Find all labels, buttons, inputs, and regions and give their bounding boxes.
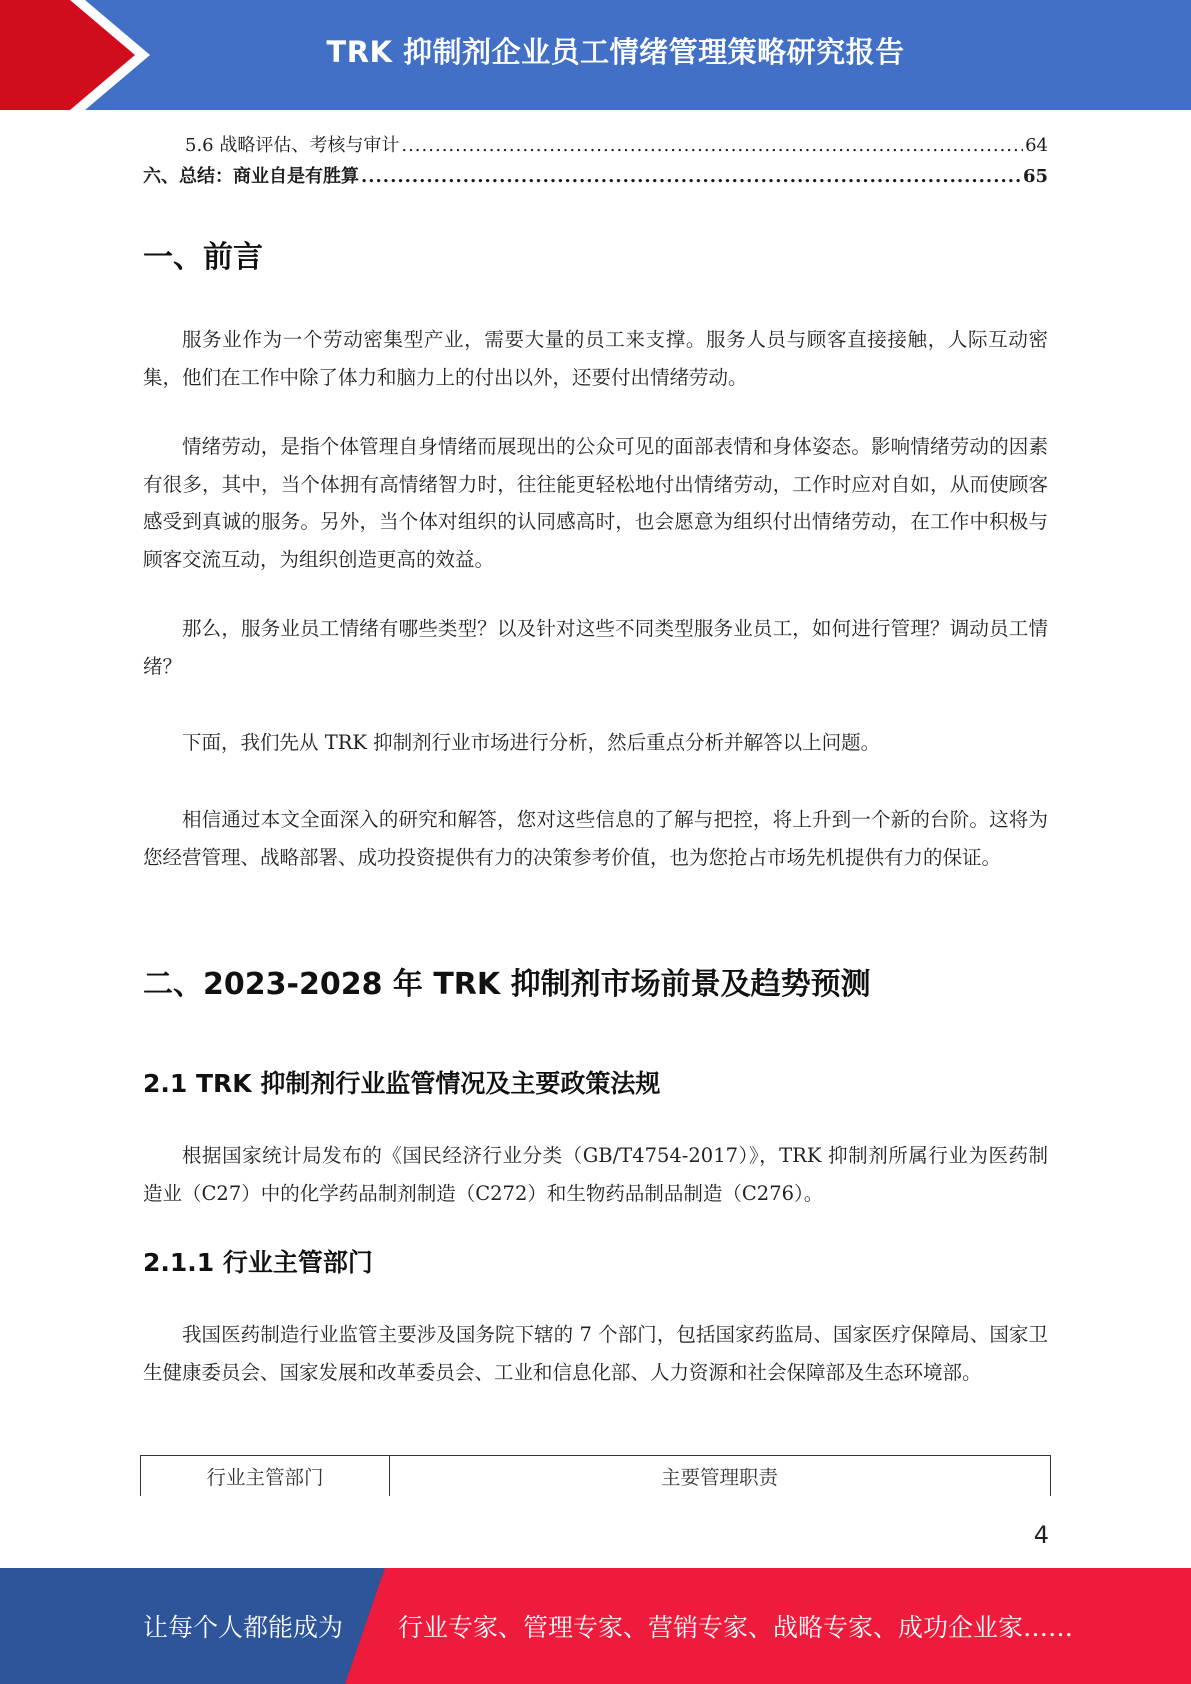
red-chevron-decoration xyxy=(0,0,160,110)
toc-leader-dots xyxy=(361,166,1021,187)
paragraph: 相信通过本文全面深入的研究和解答，您对这些信息的了解与把控，将上升到一个新的台阶。这将为您经营管理、战略部署、成功投资提供有力的决策参考价值，也为您抢占市场先机提供有力的保证。 xyxy=(143,808,1048,869)
paragraph: 情绪劳动，是指个体管理自身情绪而展现出的公众可见的面部表情和身体姿态。影响情绪劳动的因素有很多，其中，当个体拥有高情绪智力时，往往能更轻松地付出情绪劳动，工作时应对自如，从而使顾客感受到真诚的服务。另外，当个体对组织的认同感高时，也会愿意为组织付出情绪劳动，在工作中积极与顾客交流互动，为组织创造更高的效益。 xyxy=(143,435,1048,571)
section-heading-preface: 一、前言 xyxy=(143,240,263,275)
toc-leader-dots xyxy=(401,135,1023,156)
table-header-cell: 行业主管部门 xyxy=(140,1456,390,1496)
departments-table xyxy=(140,1455,1051,1496)
subsection-heading: 2.1 TRK 抑制剂行业监管情况及主要政策法规 xyxy=(143,1069,661,1098)
page-number: 4 xyxy=(1033,1521,1049,1549)
paragraph: 下面，我们先从 TRK 抑制剂行业市场进行分析，然后重点分析并解答以上问题。 xyxy=(182,731,881,754)
footer-slogan-left: 让每个人都能成为 xyxy=(143,1613,344,1642)
paragraph: 服务业作为一个劳动密集型产业，需要大量的员工来支撑。服务人员与顾客直接接触，人际互动密集，他们在工作中除了体力和脑力上的付出以外，还要付出情绪劳动。 xyxy=(143,328,1048,389)
toc-entry-label: 六、总结：商业自是有胜算 xyxy=(143,166,359,187)
toc-entry-page: 64 xyxy=(1025,135,1048,156)
toc-entry[interactable] xyxy=(143,162,1048,188)
page-header xyxy=(0,0,1191,110)
section-heading-market: 二、2023-2028 年 TRK 抑制剂市场前景及趋势预测 xyxy=(143,967,871,1002)
paragraph: 根据国家统计局发布的《国民经济行业分类（GB/T4754-2017）》，TRK 抑制剂所属行业为医药制造业（C27）中的化学药品制剂制造（C272）和生物药品制品制造（C276）。 xyxy=(143,1144,1048,1205)
toc-entry[interactable] xyxy=(143,131,1048,157)
footer-slogan-right: 行业专家、管理专家、营销专家、战略专家、成功企业家…… xyxy=(398,1613,1074,1642)
toc-entry-label: 5.6 战略评估、考核与审计 xyxy=(185,135,400,156)
subsection-heading: 2.1.1 行业主管部门 xyxy=(143,1248,373,1277)
page-footer xyxy=(0,1568,1191,1684)
toc-entry-page: 65 xyxy=(1022,166,1048,187)
report-title: TRK 抑制剂企业员工情绪管理策略研究报告 xyxy=(326,34,905,69)
paragraph: 那么，服务业员工情绪有哪些类型？以及针对这些不同类型服务业员工，如何进行管理？调动员工情绪？ xyxy=(143,617,1048,678)
paragraph: 我国医药制造行业监管主要涉及国务院下辖的 7 个部门，包括国家药监局、国家医疗保障局、国家卫生健康委员会、国家发展和改革委员会、工业和信息化部、人力资源和社会保障部及生态环境部。 xyxy=(143,1323,1048,1384)
table-header-cell: 主要管理职责 xyxy=(389,1456,1051,1496)
